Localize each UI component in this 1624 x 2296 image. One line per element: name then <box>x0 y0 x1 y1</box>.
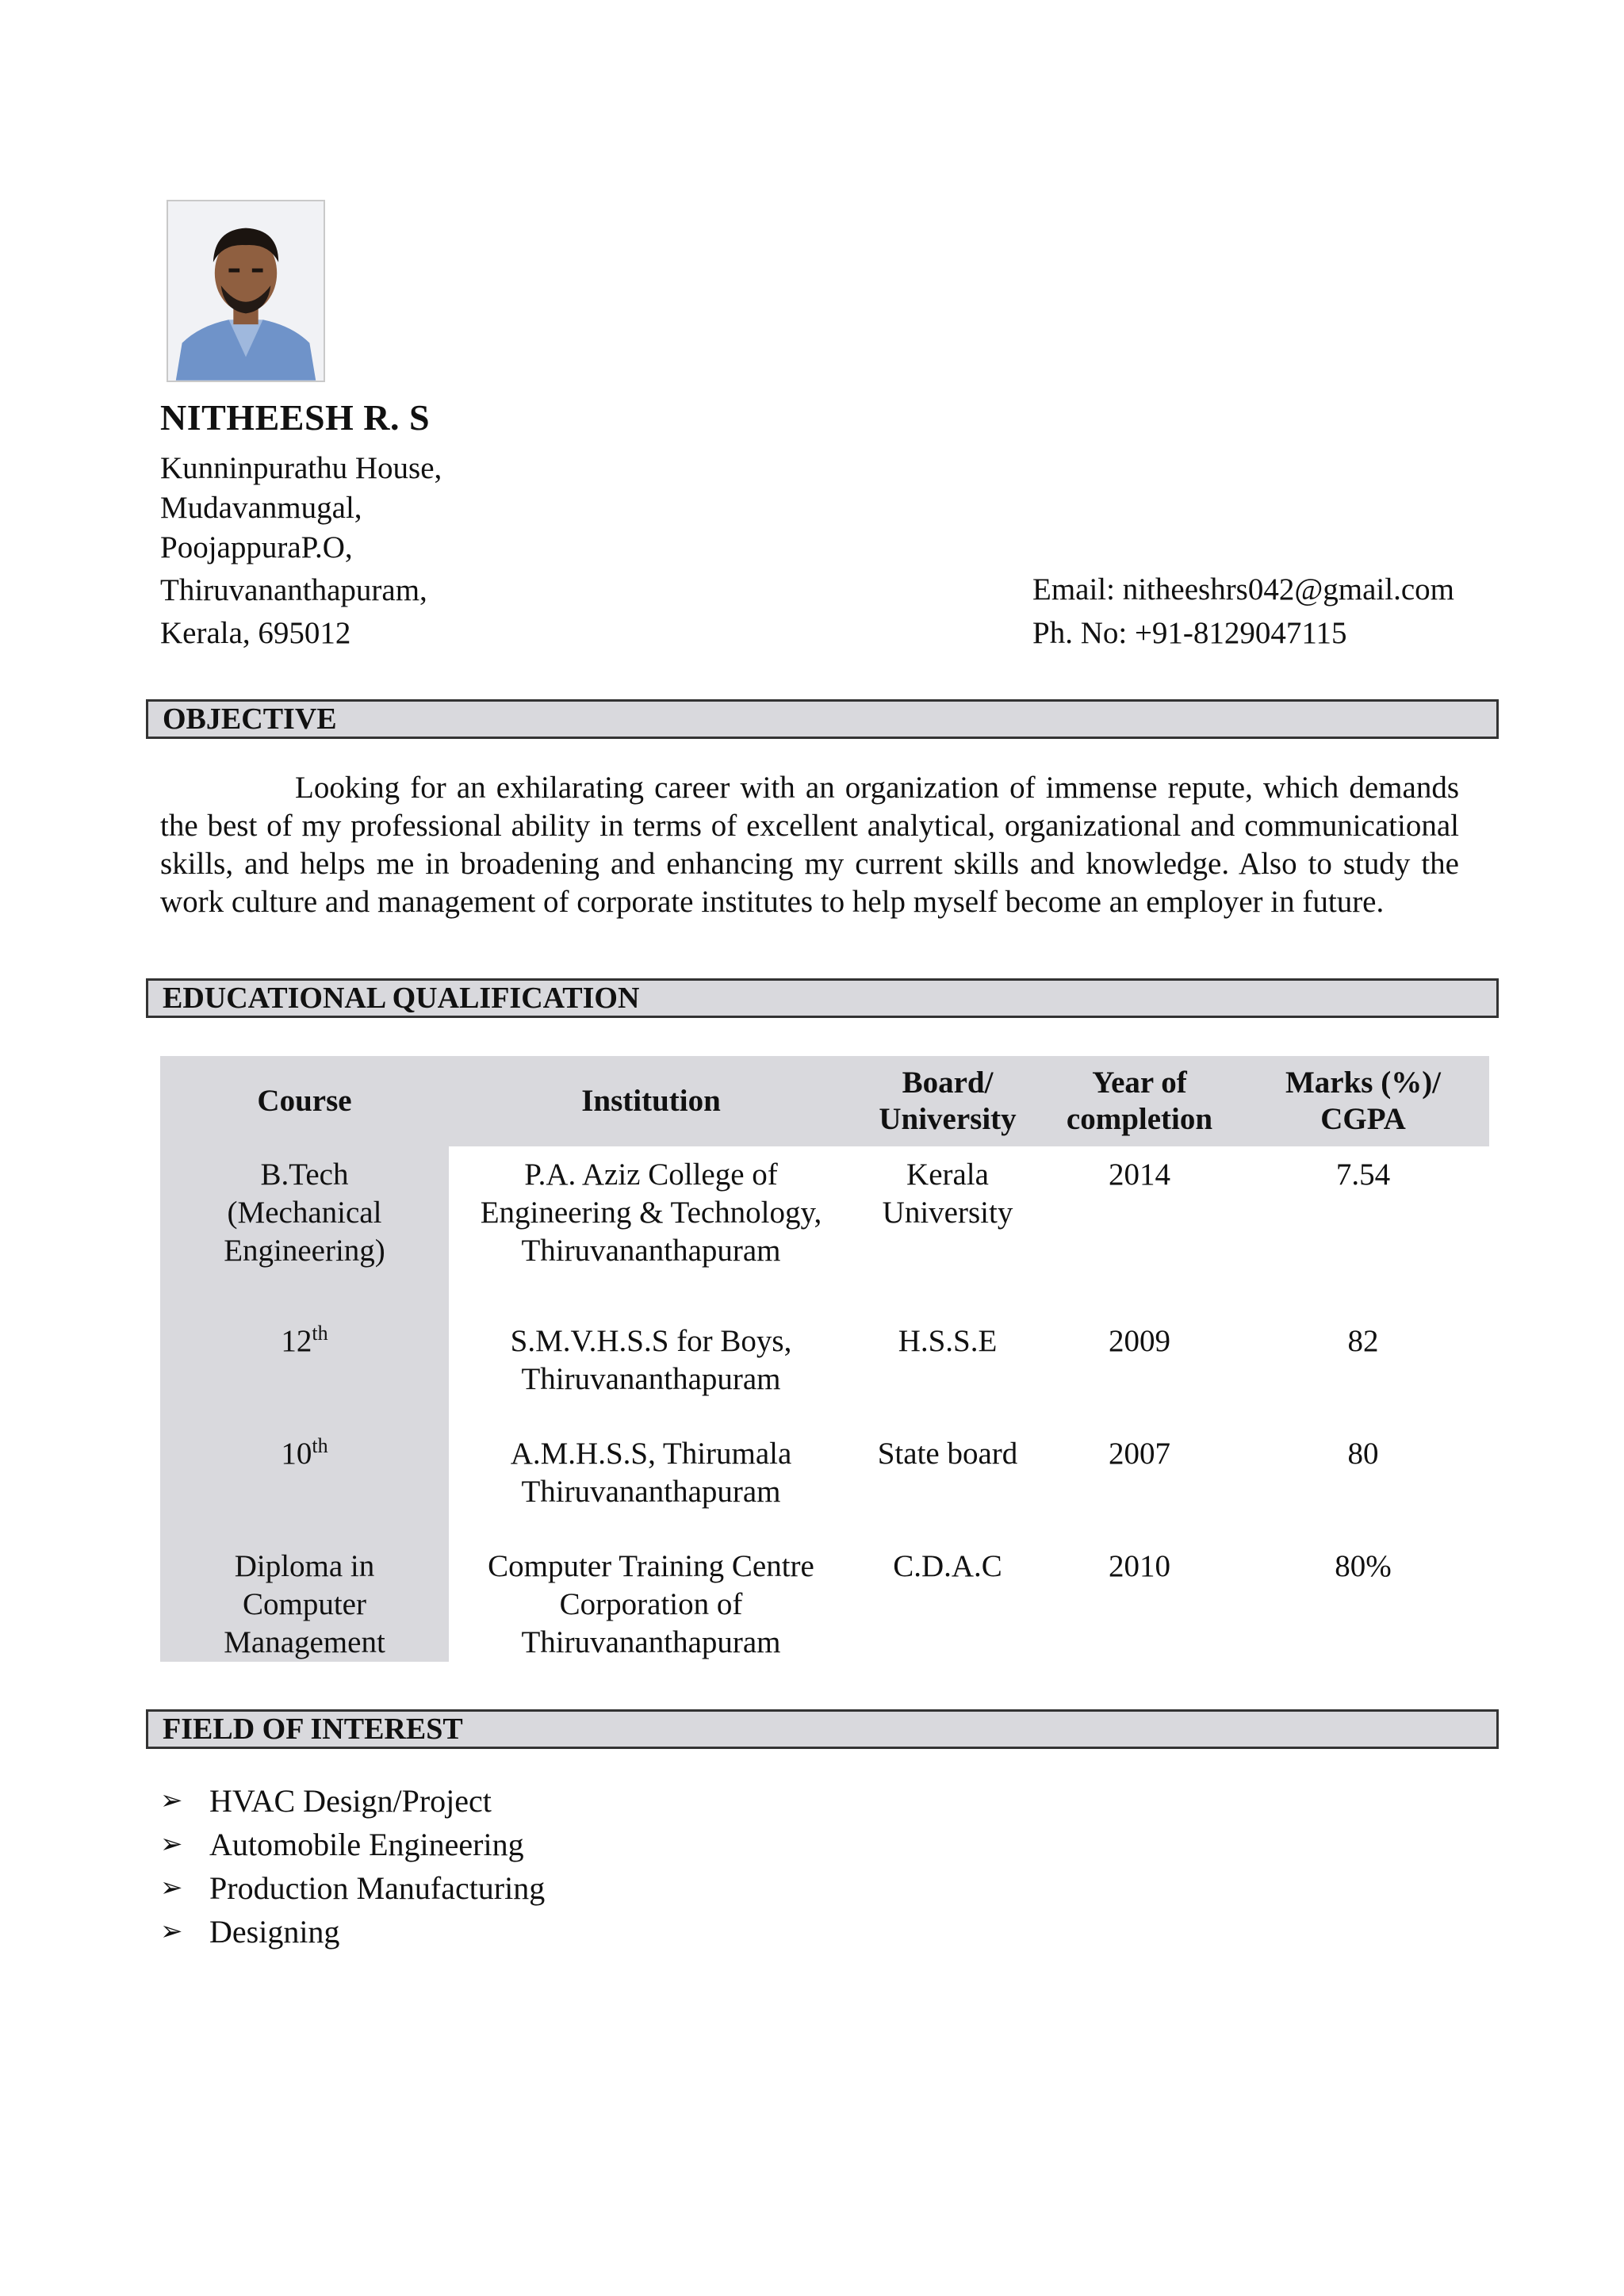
board-cell: Kerala University <box>882 1158 1013 1230</box>
arrow-bullet-icon: ➢ <box>160 1915 183 1947</box>
address-line: Mudavanmugal, <box>160 491 362 525</box>
table-row <box>160 1536 1489 1662</box>
education-table <box>160 1056 1489 1662</box>
column-header-board: Board/ University <box>853 1056 1042 1146</box>
postal-address <box>160 449 442 653</box>
arrow-bullet-icon: ➢ <box>160 1872 183 1904</box>
address-line: Thiruvananthapuram, <box>160 573 427 607</box>
board-cell: H.S.S.E <box>898 1324 998 1358</box>
institution-cell: P.A. Aziz College of Engineering & Technology, Thiruvananthapuram <box>480 1158 822 1268</box>
course-cell: 10th <box>160 1424 449 1536</box>
address-line: Kerala, 695012 <box>160 616 351 650</box>
interest-heading: FIELD OF INTEREST <box>146 1709 1499 1749</box>
arrow-bullet-icon: ➢ <box>160 1828 183 1860</box>
arrow-bullet-icon: ➢ <box>160 1785 183 1816</box>
address-line: Kunninpurathu House, <box>160 451 442 485</box>
phone-text[interactable]: Ph. No: +91-8129047115 <box>1032 616 1347 650</box>
email-text[interactable]: Email: nitheeshrs042@gmail.com <box>1032 572 1454 607</box>
list-item: ➢ Designing <box>160 1910 545 1954</box>
course-cell: Diploma in Computer Management <box>160 1536 449 1662</box>
course-cell: B.Tech (Mechanical Engineering) <box>160 1146 449 1311</box>
column-header-institution: Institution <box>449 1056 853 1146</box>
marks-cell: 80 <box>1347 1437 1379 1471</box>
column-header-year: Year of completion <box>1042 1056 1237 1146</box>
column-header-marks: Marks (%)/ CGPA <box>1237 1056 1489 1146</box>
table-row <box>160 1311 1489 1424</box>
person-photo-icon <box>168 201 324 381</box>
list-item: ➢ HVAC Design/Project <box>160 1779 545 1823</box>
table-header-row <box>160 1056 1489 1146</box>
year-cell: 2009 <box>1109 1324 1170 1358</box>
institution-cell: A.M.H.S.S, Thirumala Thiruvananthapuram <box>510 1437 792 1509</box>
interest-list <box>160 1779 545 1954</box>
objective-paragraph: Looking for an exhilarating career with an organization of immense repute, which demands the best of my professional ability in terms of excellent analytical, organizational and communicational skills, and helps me in broadening and enhancing my current skills and knowledge. Also to study the work culture and management of corporate institutes to help myself become an employer in future. <box>160 771 1459 919</box>
marks-cell: 7.54 <box>1335 1158 1391 1192</box>
profile-photo <box>167 200 325 382</box>
education-heading: EDUCATIONAL QUALIFICATION <box>146 978 1499 1018</box>
institution-cell: Computer Training Centre Corporation of Thiruvananthapuram <box>488 1549 814 1659</box>
marks-cell: 80% <box>1335 1549 1392 1583</box>
board-cell: State board <box>877 1437 1018 1471</box>
objective-heading: OBJECTIVE <box>146 699 1499 739</box>
board-cell: C.D.A.C <box>893 1549 1002 1583</box>
candidate-name: NITHEESH R. S <box>160 397 431 438</box>
address-line: PoojappuraP.O, <box>160 530 353 564</box>
course-cell: 12th <box>160 1311 449 1424</box>
institution-cell: S.M.V.H.S.S for Boys, Thiruvananthapuram <box>510 1324 792 1396</box>
year-cell: 2014 <box>1109 1158 1170 1192</box>
contact-info <box>1032 568 1454 655</box>
table-row <box>160 1146 1489 1311</box>
list-item: ➢ Automobile Engineering <box>160 1823 545 1866</box>
column-header-course: Course <box>160 1056 449 1146</box>
table-row <box>160 1424 1489 1536</box>
list-item: ➢ Production Manufacturing <box>160 1866 545 1910</box>
year-cell: 2010 <box>1109 1549 1170 1583</box>
year-cell: 2007 <box>1109 1437 1170 1471</box>
marks-cell: 82 <box>1347 1324 1379 1358</box>
